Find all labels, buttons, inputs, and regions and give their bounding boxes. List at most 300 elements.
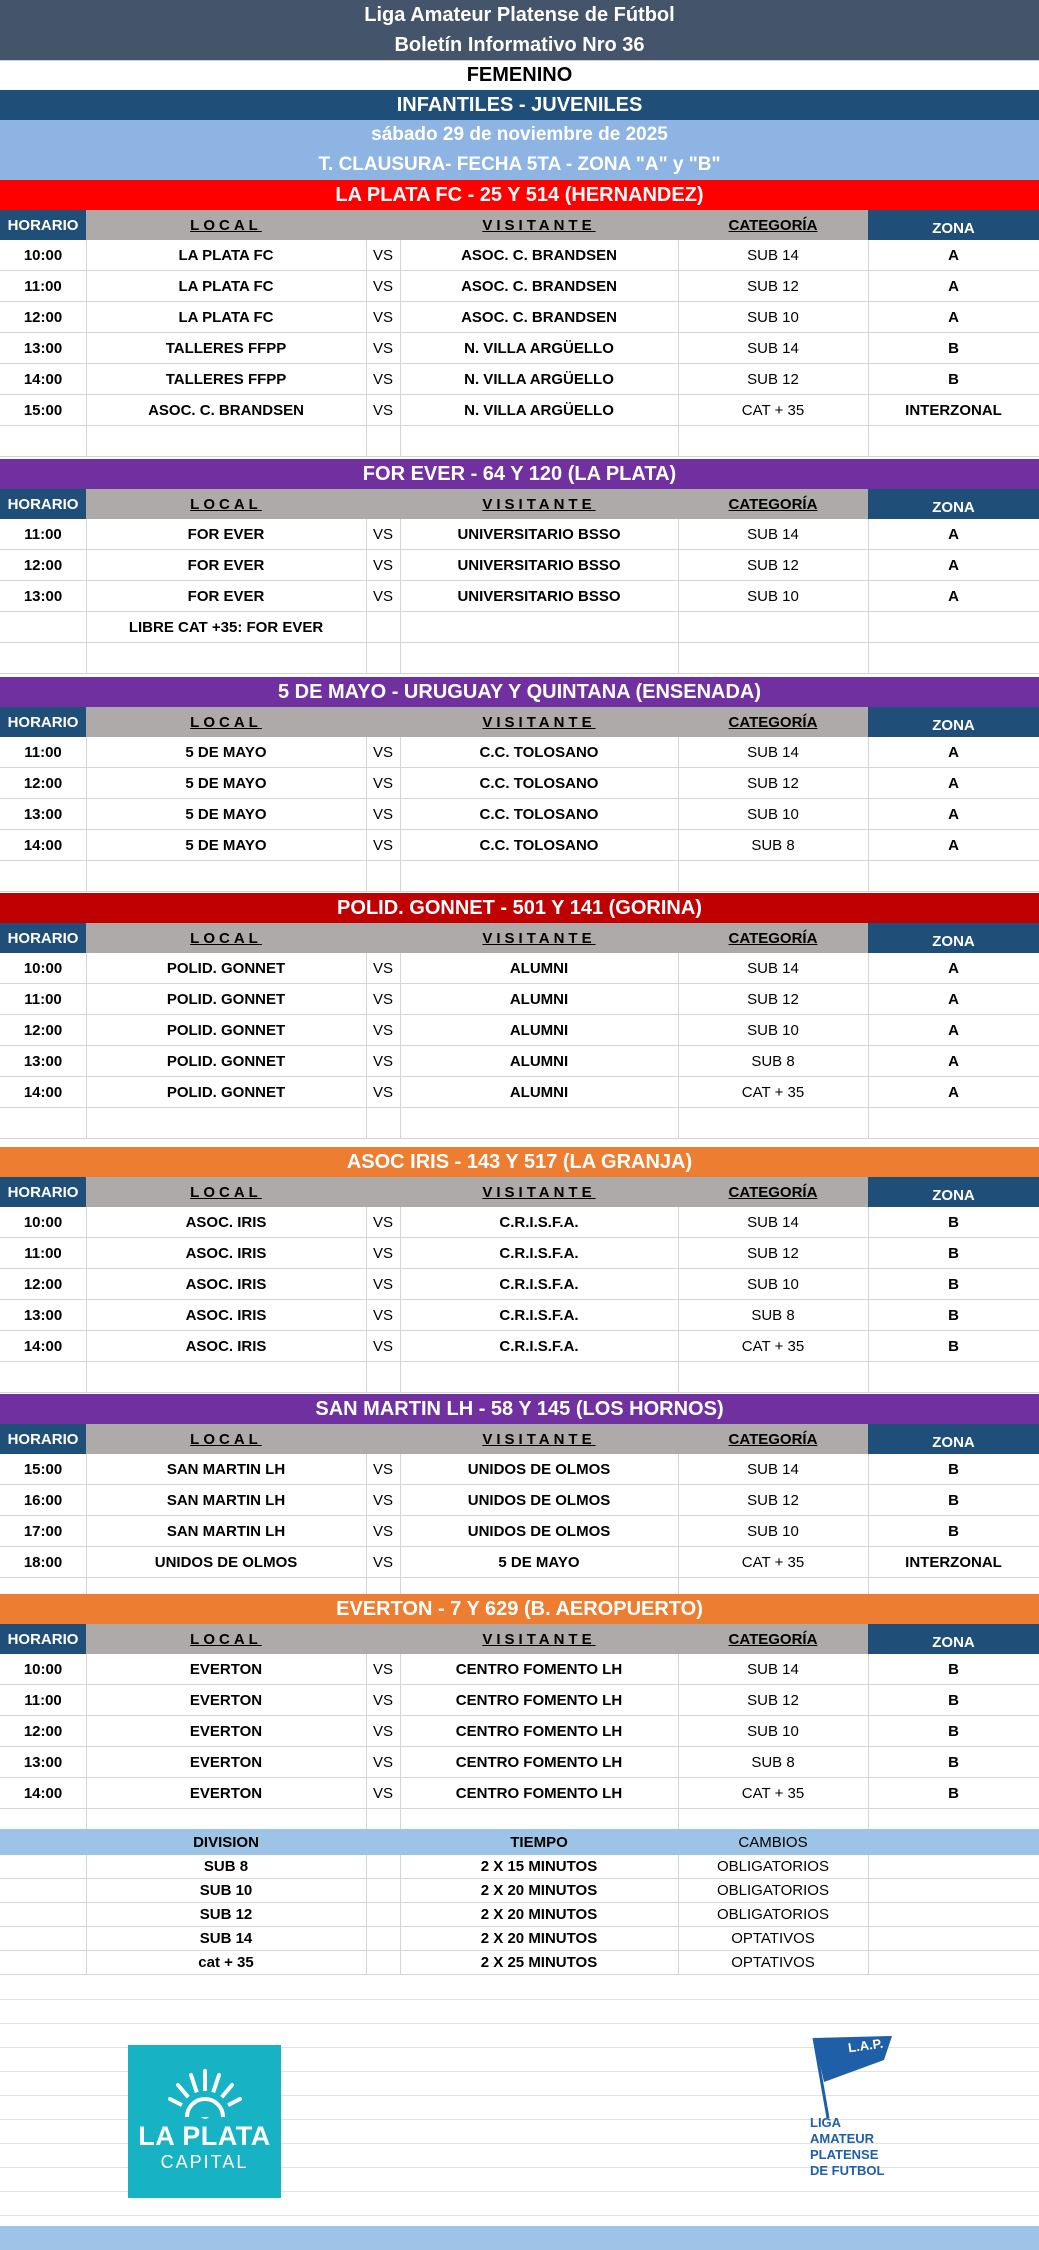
local-team: 5 DE MAYO [185, 774, 267, 792]
vs-label: VS [372, 339, 393, 357]
match-zone: A [948, 805, 959, 823]
zona-header: ZONA [868, 210, 1039, 240]
match-category: SUB 14 [747, 959, 799, 977]
local-team: 5 DE MAYO [185, 836, 267, 854]
match-category: SUB 8 [751, 1306, 795, 1324]
visitante-header: VISITANTE [482, 1430, 596, 1448]
sheet-gridline [0, 1999, 1039, 2000]
visiting-team: ASOC. C. BRANDSEN [461, 246, 617, 264]
vs-label: VS [372, 1691, 393, 1709]
local-team: ASOC. IRIS [185, 1337, 267, 1355]
column-divider [86, 953, 87, 1139]
division-row [0, 1903, 1039, 1927]
column-divider [86, 1207, 87, 1393]
local-header: LOCAL [190, 1183, 262, 1201]
column-divider [366, 1207, 367, 1393]
local-team: SAN MARTIN LH [166, 1491, 286, 1509]
lap-league-name: LIGA AMATEUR PLATENSE DE FUTBOL [810, 2115, 885, 2178]
match-zone: B [948, 1275, 959, 1293]
match-zone: A [948, 774, 959, 792]
vs-label: VS [372, 959, 393, 977]
venue-title: EVERTON - 7 Y 629 (B. AEROPUERTO) [0, 1594, 1039, 1624]
schedule-header-row [0, 1424, 1039, 1454]
divisions-header-row [0, 1829, 1039, 1855]
blank-row [0, 426, 1039, 457]
match-category: SUB 14 [747, 1460, 799, 1478]
match-row [0, 1015, 1039, 1046]
venue-title: FOR EVER - 64 Y 120 (LA PLATA) [0, 459, 1039, 489]
schedule-header-row [0, 210, 1039, 240]
tiempo-header: TIEMPO [510, 1833, 568, 1851]
match-time: 13:00 [23, 339, 63, 357]
categoria-header: CATEGORÍA [728, 929, 818, 947]
match-zone: INTERZONAL [905, 1553, 1002, 1571]
local-team: TALLERES FFPP [165, 339, 287, 357]
local-team: UNIDOS DE OLMOS [154, 1553, 298, 1571]
column-divider [678, 953, 679, 1139]
match-row [0, 953, 1039, 984]
visiting-team: UNIVERSITARIO BSSO [457, 525, 621, 543]
local-team: POLID. GONNET [166, 1021, 286, 1039]
local-team: LA PLATA FC [178, 246, 274, 264]
visiting-team: UNIVERSITARIO BSSO [457, 556, 621, 574]
categoria-header: CATEGORÍA [728, 1183, 818, 1201]
match-zone: INTERZONAL [905, 401, 1002, 419]
vs-label: VS [372, 774, 393, 792]
visiting-team: C.R.I.S.F.A. [499, 1337, 579, 1355]
match-category: SUB 10 [747, 805, 799, 823]
match-category: SUB 10 [747, 308, 799, 326]
match-category: SUB 14 [747, 743, 799, 761]
match-category: SUB 12 [747, 1691, 799, 1709]
match-time: 14:00 [23, 1784, 63, 1802]
bulletin-number: Boletín Informativo Nro 36 [0, 30, 1039, 60]
match-zone: B [948, 1784, 959, 1802]
visiting-team: C.R.I.S.F.A. [499, 1213, 579, 1231]
match-row [0, 1716, 1039, 1747]
match-row [0, 1300, 1039, 1331]
note-row [0, 612, 1039, 643]
match-category: SUB 12 [747, 990, 799, 1008]
vs-label: VS [372, 277, 393, 295]
division-time: 2 X 20 MINUTOS [480, 1882, 598, 1899]
match-zone: B [948, 1244, 959, 1262]
match-row [0, 1547, 1039, 1578]
match-row [0, 395, 1039, 426]
match-zone: A [948, 1083, 959, 1101]
column-divider [678, 1654, 679, 1840]
visitante-header: VISITANTE [482, 929, 596, 947]
match-time: 12:00 [23, 774, 63, 792]
division-name: cat + 35 [198, 1954, 254, 1971]
match-row [0, 1685, 1039, 1716]
venue-title: LA PLATA FC - 25 Y 514 (HERNANDEZ) [0, 180, 1039, 210]
visiting-team: UNIDOS DE OLMOS [467, 1460, 611, 1478]
match-zone: B [948, 1753, 959, 1771]
match-row [0, 1654, 1039, 1685]
vs-label: VS [372, 1213, 393, 1231]
match-time: 14:00 [23, 370, 63, 388]
division-row [0, 1855, 1039, 1879]
match-category: CAT + 35 [741, 1553, 805, 1571]
column-divider [366, 1855, 367, 1975]
vs-label: VS [372, 308, 393, 326]
match-zone: A [948, 836, 959, 854]
gender-title: FEMENINO [0, 60, 1039, 90]
vs-label: VS [372, 1083, 393, 1101]
column-divider [400, 1855, 401, 1975]
match-category: SUB 12 [747, 774, 799, 792]
match-zone: B [948, 1213, 959, 1231]
local-header: LOCAL [190, 929, 262, 947]
match-category: SUB 12 [747, 1491, 799, 1509]
match-zone: A [948, 277, 959, 295]
match-category: CAT + 35 [741, 1083, 805, 1101]
visiting-team: 5 DE MAYO [498, 1553, 580, 1571]
match-zone: B [948, 1660, 959, 1678]
column-divider [400, 519, 401, 674]
lap-flag-text: L.A.P. [847, 2035, 885, 2056]
match-time: 11:00 [24, 990, 62, 1008]
zona-header: ZONA [868, 1177, 1039, 1207]
schedule-header-row [0, 923, 1039, 953]
column-divider [366, 953, 367, 1139]
local-team: LA PLATA FC [178, 277, 274, 295]
vs-label: VS [372, 587, 393, 605]
local-team: EVERTON [189, 1722, 263, 1740]
column-divider [868, 1654, 869, 1840]
vs-label: VS [372, 1722, 393, 1740]
sheet-gridline [0, 2023, 1039, 2024]
match-category: SUB 14 [747, 1213, 799, 1231]
division-substitutions: OPTATIVOS [731, 1954, 815, 1971]
match-row [0, 519, 1039, 550]
blank-row [0, 861, 1039, 892]
match-time: 18:00 [23, 1553, 63, 1571]
match-row [0, 333, 1039, 364]
horario-header: HORARIO [0, 1424, 86, 1454]
column-divider [400, 1207, 401, 1393]
horario-header: HORARIO [0, 923, 86, 953]
match-category: SUB 10 [747, 587, 799, 605]
vs-label: VS [372, 1553, 393, 1571]
division-time: 2 X 20 MINUTOS [480, 1930, 598, 1947]
local-header: LOCAL [190, 495, 262, 513]
match-category: SUB 10 [747, 1722, 799, 1740]
vs-label: VS [372, 401, 393, 419]
match-row [0, 1331, 1039, 1362]
match-row [0, 550, 1039, 581]
division-name: SUB 8 [203, 1858, 249, 1875]
match-time: 12:00 [23, 308, 63, 326]
match-category: SUB 14 [747, 1660, 799, 1678]
match-time: 15:00 [23, 401, 63, 419]
match-row [0, 1046, 1039, 1077]
visiting-team: CENTRO FOMENTO LH [455, 1784, 623, 1802]
cambios-header: CAMBIOS [738, 1833, 808, 1851]
match-row [0, 830, 1039, 861]
column-divider [86, 1654, 87, 1840]
match-zone: B [948, 1306, 959, 1324]
visiting-team: C.R.I.S.F.A. [499, 1306, 579, 1324]
blank-row [0, 1108, 1039, 1139]
zona-header: ZONA [868, 707, 1039, 737]
column-divider [366, 240, 367, 457]
visiting-team: UNIVERSITARIO BSSO [457, 587, 621, 605]
vs-label: VS [372, 556, 393, 574]
match-time: 13:00 [23, 1306, 63, 1324]
local-team: POLID. GONNET [166, 990, 286, 1008]
local-team: EVERTON [189, 1784, 263, 1802]
match-zone: B [948, 1337, 959, 1355]
match-category: SUB 8 [751, 1753, 795, 1771]
visiting-team: C.R.I.S.F.A. [499, 1244, 579, 1262]
visiting-team: N. VILLA ARGÜELLO [464, 401, 614, 419]
division-time: 2 X 20 MINUTOS [480, 1906, 598, 1923]
visitante-header: VISITANTE [482, 216, 596, 234]
local-team: FOR EVER [187, 525, 265, 543]
visiting-team: N. VILLA ARGÜELLO [464, 370, 614, 388]
categoria-header: CATEGORÍA [728, 495, 818, 513]
local-header: LOCAL [190, 713, 262, 731]
match-row [0, 581, 1039, 612]
bye-note: LIBRE CAT +35: FOR EVER [128, 618, 324, 636]
match-zone: A [948, 990, 959, 1008]
match-category: SUB 10 [747, 1522, 799, 1540]
categoria-header: CATEGORÍA [728, 1630, 818, 1648]
column-divider [678, 737, 679, 892]
division-time: 2 X 15 MINUTOS [480, 1858, 598, 1875]
division-row [0, 1879, 1039, 1903]
match-time: 13:00 [23, 587, 63, 605]
zona-header: ZONA [868, 923, 1039, 953]
match-zone: B [948, 1491, 959, 1509]
visiting-team: CENTRO FOMENTO LH [455, 1660, 623, 1678]
match-row [0, 768, 1039, 799]
column-divider [86, 1855, 87, 1975]
match-row [0, 1516, 1039, 1547]
match-row [0, 240, 1039, 271]
vs-label: VS [372, 1522, 393, 1540]
match-time: 13:00 [23, 1753, 63, 1771]
local-header: LOCAL [190, 216, 262, 234]
visiting-team: ALUMNI [509, 1052, 569, 1070]
horario-header: HORARIO [0, 1624, 86, 1654]
match-zone: A [948, 587, 959, 605]
categoria-header: CATEGORÍA [728, 713, 818, 731]
visiting-team: CENTRO FOMENTO LH [455, 1691, 623, 1709]
visitante-header: VISITANTE [482, 713, 596, 731]
match-row [0, 1269, 1039, 1300]
match-zone: A [948, 959, 959, 977]
visiting-team: ALUMNI [509, 1083, 569, 1101]
column-divider [400, 953, 401, 1139]
match-zone: B [948, 370, 959, 388]
match-date: sábado 29 de noviembre de 2025 [0, 120, 1039, 150]
division-time: 2 X 25 MINUTOS [480, 1954, 598, 1971]
vs-label: VS [372, 1660, 393, 1678]
venue-title: ASOC IRIS - 143 Y 517 (LA GRANJA) [0, 1147, 1039, 1177]
match-zone: A [948, 525, 959, 543]
visiting-team: UNIDOS DE OLMOS [467, 1491, 611, 1509]
match-zone: A [948, 1021, 959, 1039]
horario-header: HORARIO [0, 210, 86, 240]
local-team: SAN MARTIN LH [166, 1460, 286, 1478]
visitante-header: VISITANTE [482, 495, 596, 513]
column-divider [86, 1454, 87, 1609]
visiting-team: ASOC. C. BRANDSEN [461, 308, 617, 326]
visiting-team: C.C. TOLOSANO [479, 774, 599, 792]
categoria-header: CATEGORÍA [728, 216, 818, 234]
local-team: POLID. GONNET [166, 1052, 286, 1070]
division-row [0, 1927, 1039, 1951]
visiting-team: ALUMNI [509, 959, 569, 977]
local-team: POLID. GONNET [166, 959, 286, 977]
visiting-team: ALUMNI [509, 990, 569, 1008]
local-header: LOCAL [190, 1630, 262, 1648]
vs-label: VS [372, 1753, 393, 1771]
division-header: DIVISION [193, 1833, 259, 1851]
match-time: 15:00 [23, 1460, 63, 1478]
vs-label: VS [372, 1021, 393, 1039]
division-substitutions: OBLIGATORIOS [717, 1882, 829, 1899]
match-row [0, 302, 1039, 333]
match-time: 13:00 [23, 1052, 63, 1070]
match-zone: B [948, 1691, 959, 1709]
local-team: EVERTON [189, 1691, 263, 1709]
column-divider [868, 1207, 869, 1393]
column-divider [678, 240, 679, 457]
local-team: LA PLATA FC [178, 308, 274, 326]
match-category: CAT + 35 [741, 401, 805, 419]
match-category: SUB 12 [747, 556, 799, 574]
zona-header: ZONA [868, 1624, 1039, 1654]
match-row [0, 984, 1039, 1015]
column-divider [86, 240, 87, 457]
vs-label: VS [372, 525, 393, 543]
column-divider [868, 737, 869, 892]
visiting-team: C.C. TOLOSANO [479, 743, 599, 761]
column-divider [678, 1207, 679, 1393]
schedule-header-row [0, 1624, 1039, 1654]
visiting-team: C.R.I.S.F.A. [499, 1275, 579, 1293]
visiting-team: UNIDOS DE OLMOS [467, 1522, 611, 1540]
column-divider [366, 1454, 367, 1609]
schedule-header-row [0, 489, 1039, 519]
division-name: SUB 12 [199, 1906, 253, 1923]
match-time: 11:00 [24, 743, 62, 761]
schedule-header-row [0, 1177, 1039, 1207]
footer-band [0, 2226, 1039, 2250]
vs-label: VS [372, 805, 393, 823]
horario-header: HORARIO [0, 1177, 86, 1207]
match-row [0, 1238, 1039, 1269]
local-team: 5 DE MAYO [185, 805, 267, 823]
column-divider [678, 1454, 679, 1609]
match-time: 12:00 [23, 1275, 63, 1293]
match-row [0, 799, 1039, 830]
match-zone: B [948, 1522, 959, 1540]
match-row [0, 364, 1039, 395]
match-time: 11:00 [24, 277, 62, 295]
visiting-team: ALUMNI [509, 1021, 569, 1039]
column-divider [366, 737, 367, 892]
local-team: EVERTON [189, 1660, 263, 1678]
match-category: SUB 8 [751, 1052, 795, 1070]
match-time: 11:00 [24, 525, 62, 543]
schedule-header-row [0, 707, 1039, 737]
vs-label: VS [372, 1337, 393, 1355]
tournament-title: T. CLAUSURA- FECHA 5TA - ZONA "A" y "B" [0, 150, 1039, 180]
match-time: 12:00 [23, 1021, 63, 1039]
blank-row [0, 1362, 1039, 1393]
column-divider [400, 1654, 401, 1840]
local-team: ASOC. IRIS [185, 1275, 267, 1293]
local-team: FOR EVER [187, 587, 265, 605]
match-row [0, 1485, 1039, 1516]
match-time: 16:00 [23, 1491, 63, 1509]
vs-label: VS [372, 1306, 393, 1324]
column-divider [400, 240, 401, 457]
vs-label: VS [372, 1244, 393, 1262]
division-name: SUB 14 [199, 1930, 253, 1947]
match-category: SUB 12 [747, 1244, 799, 1262]
match-row [0, 1778, 1039, 1809]
column-divider [86, 519, 87, 674]
match-row [0, 1747, 1039, 1778]
match-time: 13:00 [23, 805, 63, 823]
match-zone: B [948, 339, 959, 357]
visitante-header: VISITANTE [482, 1630, 596, 1648]
la-plata-capital-logo [128, 2045, 281, 2198]
venue-title: SAN MARTIN LH - 58 Y 145 (LOS HORNOS) [0, 1394, 1039, 1424]
match-category: SUB 10 [747, 1275, 799, 1293]
match-category: SUB 10 [747, 1021, 799, 1039]
match-row [0, 1207, 1039, 1238]
local-team: FOR EVER [187, 556, 265, 574]
match-category: SUB 8 [751, 836, 795, 854]
capital-logo-text: CAPITAL [160, 2152, 249, 2172]
match-zone: A [948, 1052, 959, 1070]
match-zone: A [948, 246, 959, 264]
vs-label: VS [372, 1460, 393, 1478]
match-time: 14:00 [23, 1337, 63, 1355]
match-category: CAT + 35 [741, 1784, 805, 1802]
match-row [0, 1077, 1039, 1108]
column-divider [366, 519, 367, 674]
match-category: SUB 14 [747, 339, 799, 357]
la-plata-logo-text: LA PLATA [138, 2121, 271, 2151]
column-divider [678, 1855, 679, 1975]
column-divider [678, 519, 679, 674]
vs-label: VS [372, 1784, 393, 1802]
local-team: POLID. GONNET [166, 1083, 286, 1101]
lap-league-logo [800, 2030, 930, 2190]
visiting-team: C.C. TOLOSANO [479, 836, 599, 854]
column-divider [366, 1654, 367, 1840]
local-team: ASOC. IRIS [185, 1213, 267, 1231]
match-time: 10:00 [23, 1660, 63, 1678]
match-zone: A [948, 556, 959, 574]
visiting-team: C.C. TOLOSANO [479, 805, 599, 823]
division-substitutions: OPTATIVOS [731, 1930, 815, 1947]
visiting-team: N. VILLA ARGÜELLO [464, 339, 614, 357]
vs-label: VS [372, 990, 393, 1008]
vs-label: VS [372, 743, 393, 761]
league-title: Liga Amateur Platense de Fútbol [0, 0, 1039, 30]
match-time: 10:00 [23, 1213, 63, 1231]
vs-label: VS [372, 370, 393, 388]
